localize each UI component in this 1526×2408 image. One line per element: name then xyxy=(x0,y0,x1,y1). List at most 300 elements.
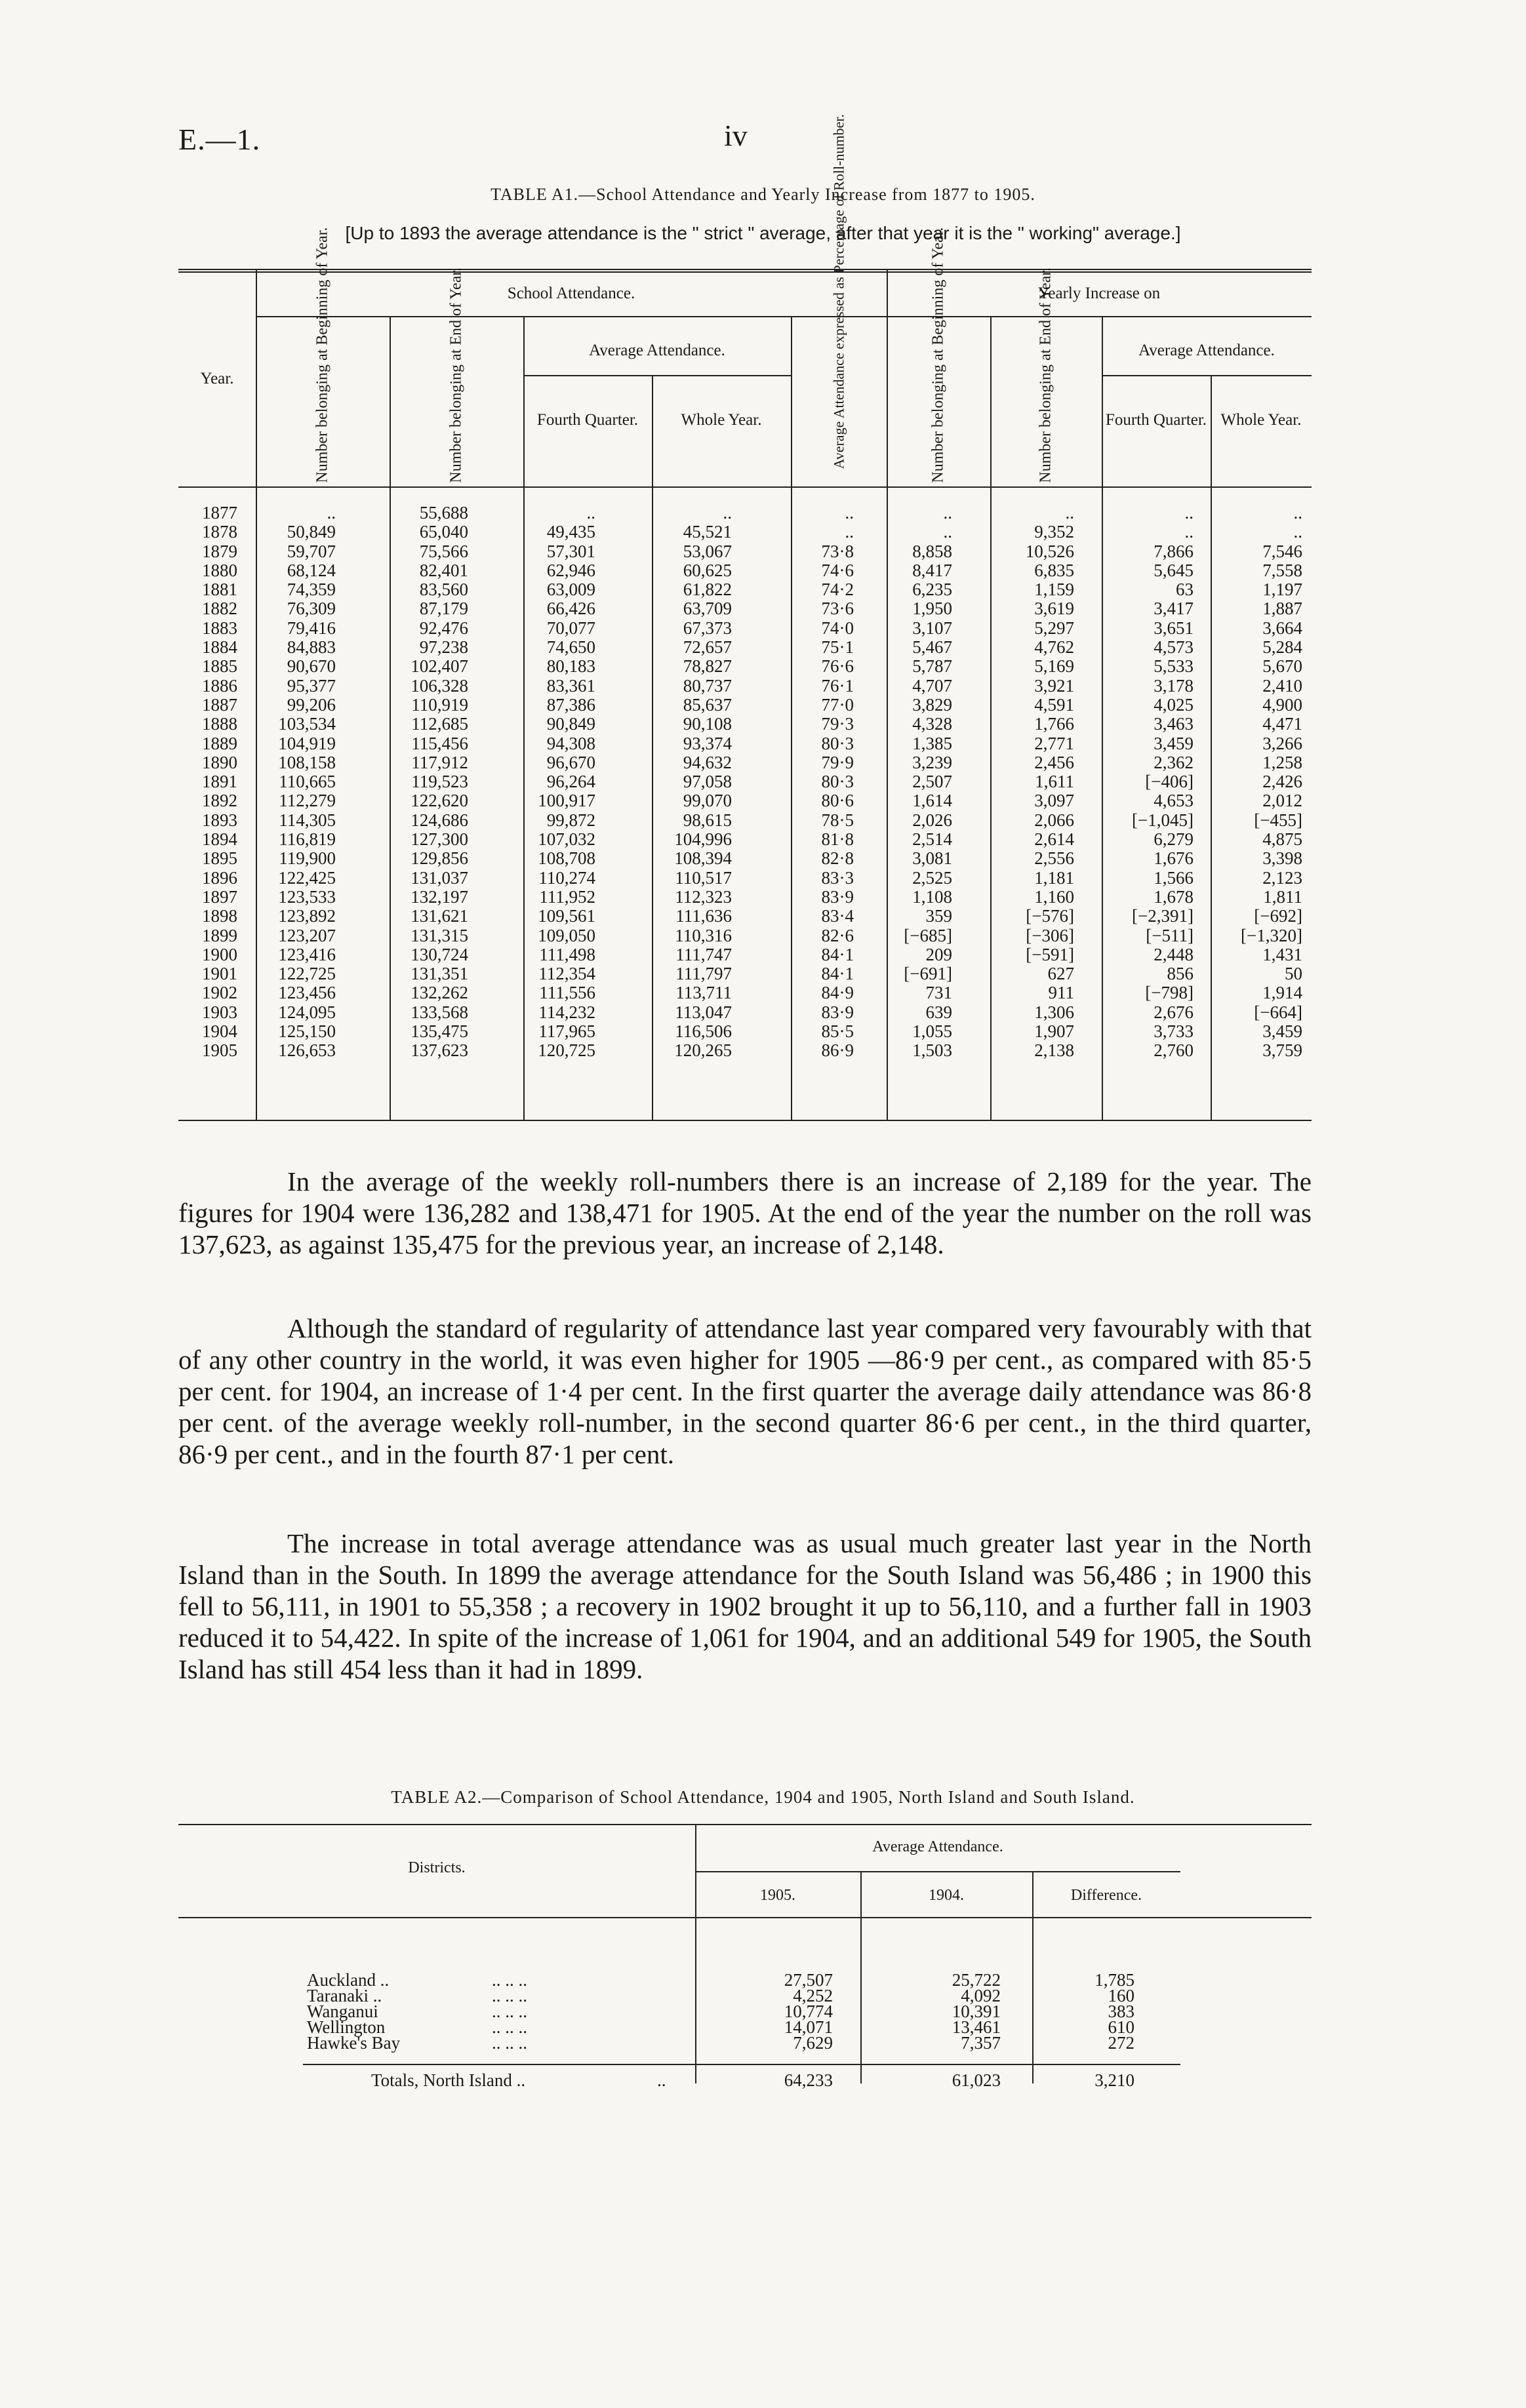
cell-inc-begin-28: 1,503 xyxy=(912,1040,952,1061)
cell-fourth-10: 87,386 xyxy=(546,694,595,715)
cell-years-28: 1905 xyxy=(202,1040,237,1061)
cell-fourth-11: 90,849 xyxy=(546,714,595,734)
cell-begin-11: 103,534 xyxy=(278,714,336,734)
district-1904: 7,357 xyxy=(961,2033,1001,2053)
cell-inc-begin-22: [−685] xyxy=(904,925,952,945)
cell-pct-26: 83·9 xyxy=(821,1002,854,1022)
page-number: iv xyxy=(724,119,748,152)
cell-pct-10: 77·0 xyxy=(821,694,854,715)
cell-inc-begin-11: 4,328 xyxy=(912,714,952,734)
cell-end-15: 122,620 xyxy=(411,791,468,811)
table-a1-subtitle: [Up to 1893 the average attendance is the " strict " average, after that year it is the " working" average.] xyxy=(345,223,1181,243)
cell-inc-fourth-22: [−511] xyxy=(1146,925,1194,945)
cell-begin-7: 84,883 xyxy=(287,637,336,658)
cell-inc-fourth-10: 4,025 xyxy=(1154,694,1194,715)
cell-inc-begin-25: 731 xyxy=(925,983,952,1003)
table-a2-title: TABLE A2.—Comparison of School Attendance, 1904 and 1905, North Island and South Island. xyxy=(391,1787,1135,1807)
cell-fourth-22: 109,050 xyxy=(538,925,595,945)
cell-begin-21: 123,892 xyxy=(278,906,336,926)
cell-inc-end-12: 2,771 xyxy=(1034,733,1074,753)
cell-whole-10: 85,637 xyxy=(683,694,732,715)
district-1905: 10,774 xyxy=(784,2002,833,2021)
col-districts-header: Districts. xyxy=(408,1859,466,1876)
cell-pct-18: 82·8 xyxy=(821,848,854,869)
cell-end-3: 82,401 xyxy=(419,560,468,580)
cell-fourth-23: 111,498 xyxy=(539,944,595,964)
cell-whole-17: 104,996 xyxy=(674,829,732,850)
cell-begin-25: 123,456 xyxy=(278,983,336,1003)
cell-inc-begin-20: 1,108 xyxy=(912,886,952,907)
district-name: Wanganui xyxy=(307,2002,378,2021)
cell-pct-9: 76·1 xyxy=(821,675,854,696)
cell-begin-14: 110,665 xyxy=(279,772,336,792)
cell-inc-fourth-5: 3,417 xyxy=(1154,599,1194,619)
cell-whole-16: 98,615 xyxy=(683,810,732,830)
cell-fourth-21: 109,561 xyxy=(538,906,595,926)
cell-whole-19: 110,517 xyxy=(675,867,732,888)
cell-inc-whole-7: 5,284 xyxy=(1262,637,1302,658)
cell-years-14: 1891 xyxy=(202,772,237,792)
cell-inc-begin-21: 359 xyxy=(925,906,952,926)
col-fourth-header: Fourth Quarter. xyxy=(536,411,639,429)
cell-inc-end-28: 2,138 xyxy=(1034,1040,1074,1061)
cell-years-23: 1900 xyxy=(202,944,237,964)
cell-pct-13: 79·9 xyxy=(821,752,854,772)
district-1905: 14,071 xyxy=(784,2017,833,2037)
cell-whole-23: 111,747 xyxy=(675,944,732,964)
cell-inc-fourth-3: 5,645 xyxy=(1154,560,1194,580)
cell-begin-8: 90,670 xyxy=(287,656,336,677)
cell-fourth-28: 120,725 xyxy=(538,1040,595,1061)
cell-end-10: 110,919 xyxy=(411,694,468,715)
cell-inc-begin-14: 2,507 xyxy=(912,772,952,792)
cell-inc-fourth-21: [−2,391] xyxy=(1132,906,1194,926)
cell-inc-whole-11: 4,471 xyxy=(1262,714,1302,734)
cell-inc-end-3: 6,835 xyxy=(1034,560,1074,580)
cell-inc-end-15: 3,097 xyxy=(1034,791,1074,811)
cell-pct-0: .. xyxy=(845,503,854,523)
cell-inc-end-9: 3,921 xyxy=(1034,675,1074,696)
cell-fourth-13: 96,670 xyxy=(546,752,595,772)
cell-inc-begin-27: 1,055 xyxy=(912,1021,952,1042)
cell-years-13: 1890 xyxy=(202,752,237,772)
cell-fourth-1: 49,435 xyxy=(546,522,595,542)
cell-years-2: 1879 xyxy=(202,541,237,561)
cell-inc-fourth-1: .. xyxy=(1184,522,1194,542)
cell-begin-16: 114,305 xyxy=(279,810,336,830)
cell-fourth-2: 57,301 xyxy=(546,541,595,561)
total-1905: 64,233 xyxy=(784,2070,833,2090)
cell-begin-15: 112,279 xyxy=(279,791,336,811)
cell-begin-3: 68,124 xyxy=(287,560,336,580)
cell-whole-27: 116,506 xyxy=(675,1021,732,1042)
cell-years-22: 1899 xyxy=(202,925,237,945)
cell-inc-end-7: 4,762 xyxy=(1034,637,1074,658)
cell-inc-whole-16: [−455] xyxy=(1254,810,1302,830)
cell-pct-8: 76·6 xyxy=(821,656,854,677)
cell-end-7: 97,238 xyxy=(419,637,468,658)
cell-end-1: 65,040 xyxy=(419,522,468,542)
cell-years-5: 1882 xyxy=(202,599,237,619)
cell-inc-end-19: 1,181 xyxy=(1034,867,1074,888)
cell-inc-whole-19: 2,123 xyxy=(1262,867,1302,888)
cell-begin-13: 108,158 xyxy=(278,752,336,772)
district-leader-dots: .. .. .. xyxy=(492,2033,527,2053)
district-name: Hawke's Bay xyxy=(307,2033,401,2053)
cell-whole-4: 61,822 xyxy=(683,580,732,600)
cell-inc-whole-1: .. xyxy=(1293,522,1302,542)
cell-begin-17: 116,819 xyxy=(279,829,336,850)
cell-end-28: 137,623 xyxy=(411,1040,468,1061)
cell-begin-6: 79,416 xyxy=(287,618,336,638)
cell-inc-fourth-9: 3,178 xyxy=(1154,675,1194,696)
cell-begin-5: 76,309 xyxy=(287,599,336,619)
cell-whole-6: 67,373 xyxy=(683,618,732,638)
cell-fourth-4: 63,009 xyxy=(546,580,595,600)
district-difference: 610 xyxy=(1108,2017,1134,2037)
col-inc-end-header: Number belonging at End of Year. xyxy=(1037,267,1054,483)
cell-years-20: 1897 xyxy=(202,886,237,907)
cell-pct-20: 83·9 xyxy=(821,886,854,907)
cell-begin-28: 126,653 xyxy=(278,1040,336,1061)
cell-inc-whole-25: 1,914 xyxy=(1262,983,1302,1003)
cell-whole-9: 80,737 xyxy=(683,675,732,696)
cell-whole-25: 113,711 xyxy=(675,983,732,1003)
cell-inc-fourth-2: 7,866 xyxy=(1154,541,1194,561)
cell-begin-18: 119,900 xyxy=(279,848,336,869)
cell-inc-fourth-11: 3,463 xyxy=(1154,714,1194,734)
cell-end-19: 131,037 xyxy=(411,867,468,888)
cell-fourth-5: 66,426 xyxy=(546,599,595,619)
avg-attendance-header-2: Average Attendance. xyxy=(872,1838,1003,1855)
cell-years-3: 1880 xyxy=(202,560,237,580)
cell-begin-23: 123,416 xyxy=(278,944,336,964)
cell-inc-end-11: 1,766 xyxy=(1034,714,1074,734)
cell-fourth-12: 94,308 xyxy=(546,733,595,753)
cell-inc-whole-28: 3,759 xyxy=(1262,1040,1302,1061)
district-difference: 272 xyxy=(1108,2033,1134,2053)
district-1905: 4,252 xyxy=(793,1986,833,2005)
col-pct-header: Average Attendance expressed as Percentage of Roll-number. xyxy=(830,114,847,469)
cell-end-0: 55,688 xyxy=(419,503,468,523)
cell-inc-begin-4: 6,235 xyxy=(912,580,952,600)
cell-begin-9: 95,377 xyxy=(287,675,336,696)
cell-inc-whole-24: 50 xyxy=(1285,964,1302,984)
cell-inc-end-25: 911 xyxy=(1048,983,1074,1003)
col-1905-header: 1905. xyxy=(760,1887,795,1904)
col-1904-header: 1904. xyxy=(929,1887,964,1904)
cell-years-7: 1884 xyxy=(202,637,237,658)
cell-pct-12: 80·3 xyxy=(821,733,854,753)
cell-fourth-15: 100,917 xyxy=(538,791,595,811)
cell-years-4: 1881 xyxy=(202,580,237,600)
cell-pct-16: 78·5 xyxy=(821,810,854,830)
cell-inc-end-17: 2,614 xyxy=(1034,829,1074,850)
cell-inc-begin-13: 3,239 xyxy=(912,752,952,772)
cell-years-12: 1889 xyxy=(202,733,237,753)
cell-years-19: 1896 xyxy=(202,867,237,888)
cell-end-23: 130,724 xyxy=(411,944,468,964)
cell-years-24: 1901 xyxy=(202,964,237,984)
cell-fourth-27: 117,965 xyxy=(538,1021,595,1042)
cell-years-27: 1904 xyxy=(202,1021,237,1042)
cell-years-18: 1895 xyxy=(202,848,237,869)
district-1904: 13,461 xyxy=(952,2017,1001,2037)
cell-whole-7: 72,657 xyxy=(683,637,732,658)
cell-inc-whole-18: 3,398 xyxy=(1262,848,1302,869)
table-a2 xyxy=(178,1823,1312,2090)
cell-inc-fourth-25: [−798] xyxy=(1145,983,1194,1003)
cell-inc-fourth-13: 2,362 xyxy=(1154,752,1194,772)
cell-fourth-26: 114,232 xyxy=(538,1002,595,1022)
district-name: Taranaki .. xyxy=(307,1986,382,2005)
cell-inc-whole-2: 7,546 xyxy=(1262,541,1302,561)
table-a1-title: TABLE A1.—School Attendance and Yearly Increase from 1877 to 1905. xyxy=(491,185,1035,204)
cell-inc-whole-22: [−1,320] xyxy=(1241,925,1302,945)
cell-inc-fourth-27: 3,733 xyxy=(1154,1021,1194,1042)
cell-fourth-16: 99,872 xyxy=(546,810,595,830)
cell-inc-end-10: 4,591 xyxy=(1034,694,1074,715)
cell-inc-end-23: [−591] xyxy=(1026,944,1074,964)
cell-end-6: 92,476 xyxy=(419,618,468,638)
cell-inc-begin-10: 3,829 xyxy=(912,694,952,715)
district-1905: 27,507 xyxy=(784,1970,833,1990)
cell-fourth-25: 111,556 xyxy=(539,983,595,1003)
cell-inc-end-6: 5,297 xyxy=(1034,618,1074,638)
cell-inc-end-14: 1,611 xyxy=(1035,772,1074,792)
cell-whole-18: 108,394 xyxy=(674,848,732,869)
cell-inc-end-5: 3,619 xyxy=(1034,599,1074,619)
cell-end-27: 135,475 xyxy=(411,1021,468,1042)
group-yearly-increase: Yearly Increase on xyxy=(1037,285,1161,302)
cell-end-11: 112,685 xyxy=(411,714,468,734)
cell-inc-begin-8: 5,787 xyxy=(912,656,952,677)
cell-whole-11: 90,108 xyxy=(683,714,732,734)
cell-inc-fourth-26: 2,676 xyxy=(1154,1002,1194,1022)
cell-pct-14: 80·3 xyxy=(821,772,854,792)
district-leader-dots: .. .. .. xyxy=(492,1970,527,1990)
col-whole-header: Whole Year. xyxy=(681,411,762,429)
column-whole xyxy=(654,503,732,1061)
cell-begin-1: 50,849 xyxy=(287,522,336,542)
col-inc-fourth-header: Fourth Quarter. xyxy=(1105,411,1207,429)
cell-inc-begin-1: .. xyxy=(943,522,952,542)
cell-fourth-0: .. xyxy=(586,503,595,523)
cell-pct-3: 74·6 xyxy=(821,560,854,580)
cell-inc-begin-3: 8,417 xyxy=(912,560,952,580)
cell-inc-begin-0: .. xyxy=(943,503,952,523)
cell-inc-begin-26: 639 xyxy=(925,1002,952,1022)
page-code: E.—1. xyxy=(178,123,261,156)
total-label: Totals, North Island .. xyxy=(371,2070,526,2090)
cell-inc-end-22: [−306] xyxy=(1026,925,1074,945)
cell-pct-17: 81·8 xyxy=(821,829,854,850)
cell-inc-begin-12: 1,385 xyxy=(912,733,952,753)
cell-begin-12: 104,919 xyxy=(278,733,336,753)
cell-end-14: 119,523 xyxy=(411,772,468,792)
district-1904: 4,092 xyxy=(961,1986,1001,2005)
cell-begin-19: 122,425 xyxy=(278,867,336,888)
total-dots: .. xyxy=(657,2070,666,2090)
cell-inc-end-4: 1,159 xyxy=(1034,580,1074,600)
column-inc-fourth xyxy=(1104,503,1194,1061)
paragraph-2: Although the standard of regularity of attendance last year compared very favourably with that of any other country in the world, it was even higher for 1905 —86·9 per cent., as compared with 85·5 per cent. for 1904, an increase of 1·4 per cent. In the first quarter the average daily attendance was 86·8 per cent. of the average weekly roll-number, in the second quarter 86·6 per cent., in the third quarter, 86·9 per cent., and in the fourth 87·1 per cent. xyxy=(178,1313,1312,1469)
col-begin-header: Number belonging at Beginning of Year. xyxy=(313,227,331,483)
district-name: Wellington xyxy=(307,2017,386,2037)
cell-inc-end-2: 10,526 xyxy=(1025,541,1074,561)
cell-inc-whole-15: 2,012 xyxy=(1262,791,1302,811)
cell-inc-fourth-17: 6,279 xyxy=(1154,829,1194,850)
cell-end-9: 106,328 xyxy=(411,675,468,696)
cell-inc-whole-5: 1,887 xyxy=(1262,599,1302,619)
cell-years-26: 1903 xyxy=(202,1002,237,1022)
cell-years-6: 1883 xyxy=(202,618,237,638)
cell-inc-whole-3: 7,558 xyxy=(1262,560,1302,580)
cell-pct-19: 83·3 xyxy=(821,867,854,888)
avg-attendance-header: Average Attendance. xyxy=(589,342,725,359)
col-end-header: Number belonging at End of Year. xyxy=(447,267,465,483)
cell-pct-5: 73·6 xyxy=(821,599,854,619)
cell-fourth-20: 111,952 xyxy=(539,886,595,907)
cell-years-21: 1898 xyxy=(202,906,237,926)
cell-inc-whole-4: 1,197 xyxy=(1262,580,1302,600)
cell-end-21: 131,621 xyxy=(411,906,468,926)
cell-pct-2: 73·8 xyxy=(821,541,854,561)
cell-pct-23: 84·1 xyxy=(821,944,854,964)
cell-inc-whole-23: 1,431 xyxy=(1262,944,1302,964)
cell-inc-fourth-0: .. xyxy=(1184,503,1194,523)
cell-fourth-18: 108,708 xyxy=(538,848,595,869)
column-inc-begin xyxy=(889,503,952,1061)
inc-avg-attendance-header: Average Attendance. xyxy=(1138,342,1275,359)
cell-begin-26: 124,095 xyxy=(278,1002,336,1022)
cell-inc-fourth-24: 856 xyxy=(1167,964,1194,984)
cell-inc-whole-14: 2,426 xyxy=(1262,772,1302,792)
cell-whole-14: 97,058 xyxy=(683,772,732,792)
cell-inc-fourth-19: 1,566 xyxy=(1154,867,1194,888)
cell-whole-21: 111,636 xyxy=(675,906,732,926)
cell-end-22: 131,315 xyxy=(411,925,468,945)
col-year-header: Year. xyxy=(200,370,234,387)
district-difference: 160 xyxy=(1108,1986,1134,2005)
paragraph-3: The increase in total average attendance was as usual much greater last year in the North Island than in the South. In 1899 the average attendance for the South Island was 56,486 ; in 1900 this fell to 56,111, in 1901 to 55,358 ; a recovery in 1902 brought it up to 56,110, and a further fall in 1903 reduced it to 54,422. In spite of the increase of 1,061 for 1904, and an additional 549 for 1905, the South Island has still 454 less than it had in 1899. xyxy=(178,1528,1312,1684)
cell-years-1: 1878 xyxy=(202,522,237,542)
district-leader-dots: .. .. .. xyxy=(492,1986,527,2005)
cell-end-25: 132,262 xyxy=(411,983,468,1003)
column-begin xyxy=(258,503,336,1061)
cell-inc-fourth-4: 63 xyxy=(1176,580,1194,600)
cell-begin-2: 59,707 xyxy=(287,541,336,561)
cell-inc-begin-5: 1,950 xyxy=(912,599,952,619)
cell-years-25: 1902 xyxy=(202,983,237,1003)
cell-years-11: 1888 xyxy=(202,714,237,734)
cell-inc-fourth-12: 3,459 xyxy=(1154,733,1194,753)
cell-inc-whole-6: 3,664 xyxy=(1262,618,1302,638)
cell-whole-2: 53,067 xyxy=(683,541,732,561)
cell-end-20: 132,197 xyxy=(411,886,468,907)
cell-inc-fourth-7: 4,573 xyxy=(1154,637,1194,658)
cell-years-9: 1886 xyxy=(202,675,237,696)
district-name: Auckland .. xyxy=(307,1970,390,1990)
cell-fourth-7: 74,650 xyxy=(546,637,595,658)
cell-whole-8: 78,827 xyxy=(683,656,732,677)
cell-inc-fourth-18: 1,676 xyxy=(1154,848,1194,869)
cell-inc-begin-17: 2,514 xyxy=(912,829,952,850)
cell-inc-end-8: 5,169 xyxy=(1034,656,1074,677)
cell-inc-begin-23: 209 xyxy=(925,944,952,964)
cell-pct-1: .. xyxy=(845,522,854,542)
cell-inc-end-0: .. xyxy=(1065,503,1074,523)
cell-inc-end-18: 2,556 xyxy=(1034,848,1074,869)
cell-inc-whole-0: .. xyxy=(1293,503,1302,523)
cell-inc-whole-21: [−692] xyxy=(1254,906,1302,926)
cell-fourth-8: 80,183 xyxy=(546,656,595,677)
cell-fourth-17: 107,032 xyxy=(538,829,595,850)
district-leader-dots: .. .. .. xyxy=(492,2002,527,2021)
cell-inc-begin-16: 2,026 xyxy=(912,810,952,830)
cell-whole-5: 63,709 xyxy=(683,599,732,619)
column-year xyxy=(202,503,254,1061)
cell-pct-7: 75·1 xyxy=(821,637,854,658)
cell-inc-fourth-14: [−406] xyxy=(1145,772,1194,792)
cell-years-15: 1892 xyxy=(202,791,237,811)
cell-pct-11: 79·3 xyxy=(821,714,854,734)
cell-inc-end-20: 1,160 xyxy=(1034,886,1074,907)
cell-inc-whole-27: 3,459 xyxy=(1262,1021,1302,1042)
cell-fourth-3: 62,946 xyxy=(546,560,595,580)
cell-whole-0: .. xyxy=(723,503,732,523)
cell-inc-whole-13: 1,258 xyxy=(1262,752,1302,772)
col-difference-header: Difference. xyxy=(1070,1887,1142,1904)
cell-whole-1: 45,521 xyxy=(683,522,732,542)
cell-whole-15: 99,070 xyxy=(683,791,732,811)
cell-inc-whole-12: 3,266 xyxy=(1262,733,1302,753)
district-1904: 25,722 xyxy=(952,1970,1001,1990)
cell-whole-24: 111,797 xyxy=(675,964,732,984)
cell-begin-10: 99,206 xyxy=(287,694,336,715)
cell-years-16: 1893 xyxy=(202,810,237,830)
cell-whole-20: 112,323 xyxy=(675,886,732,907)
cell-fourth-6: 70,077 xyxy=(546,618,595,638)
cell-pct-25: 84·9 xyxy=(821,983,854,1003)
cell-pct-28: 86·9 xyxy=(821,1040,854,1061)
column-pct xyxy=(793,503,854,1061)
cell-end-12: 115,456 xyxy=(411,733,468,753)
cell-inc-fourth-28: 2,760 xyxy=(1154,1040,1194,1061)
cell-fourth-19: 110,274 xyxy=(538,867,595,888)
cell-pct-21: 83·4 xyxy=(821,906,854,926)
cell-inc-end-21: [−576] xyxy=(1026,906,1074,926)
cell-end-5: 87,179 xyxy=(419,599,468,619)
cell-whole-13: 94,632 xyxy=(683,752,732,772)
cell-inc-end-27: 1,907 xyxy=(1034,1021,1074,1042)
column-inc-whole xyxy=(1213,503,1302,1061)
cell-whole-3: 60,625 xyxy=(683,560,732,580)
cell-pct-4: 74·2 xyxy=(821,580,854,600)
col-inc-begin-header: Number belonging at Beginning of Year. xyxy=(929,227,947,483)
cell-pct-6: 74·0 xyxy=(821,618,854,638)
cell-whole-26: 113,047 xyxy=(675,1002,732,1022)
cell-inc-end-13: 2,456 xyxy=(1034,752,1074,772)
cell-years-10: 1887 xyxy=(202,694,237,715)
cell-begin-27: 125,150 xyxy=(278,1021,336,1042)
cell-inc-whole-17: 4,875 xyxy=(1262,829,1302,850)
cell-inc-begin-6: 3,107 xyxy=(912,618,952,638)
cell-end-13: 117,912 xyxy=(411,752,468,772)
cell-fourth-9: 83,361 xyxy=(546,675,595,696)
cell-end-18: 129,856 xyxy=(411,848,468,869)
cell-begin-4: 74,359 xyxy=(287,580,336,600)
